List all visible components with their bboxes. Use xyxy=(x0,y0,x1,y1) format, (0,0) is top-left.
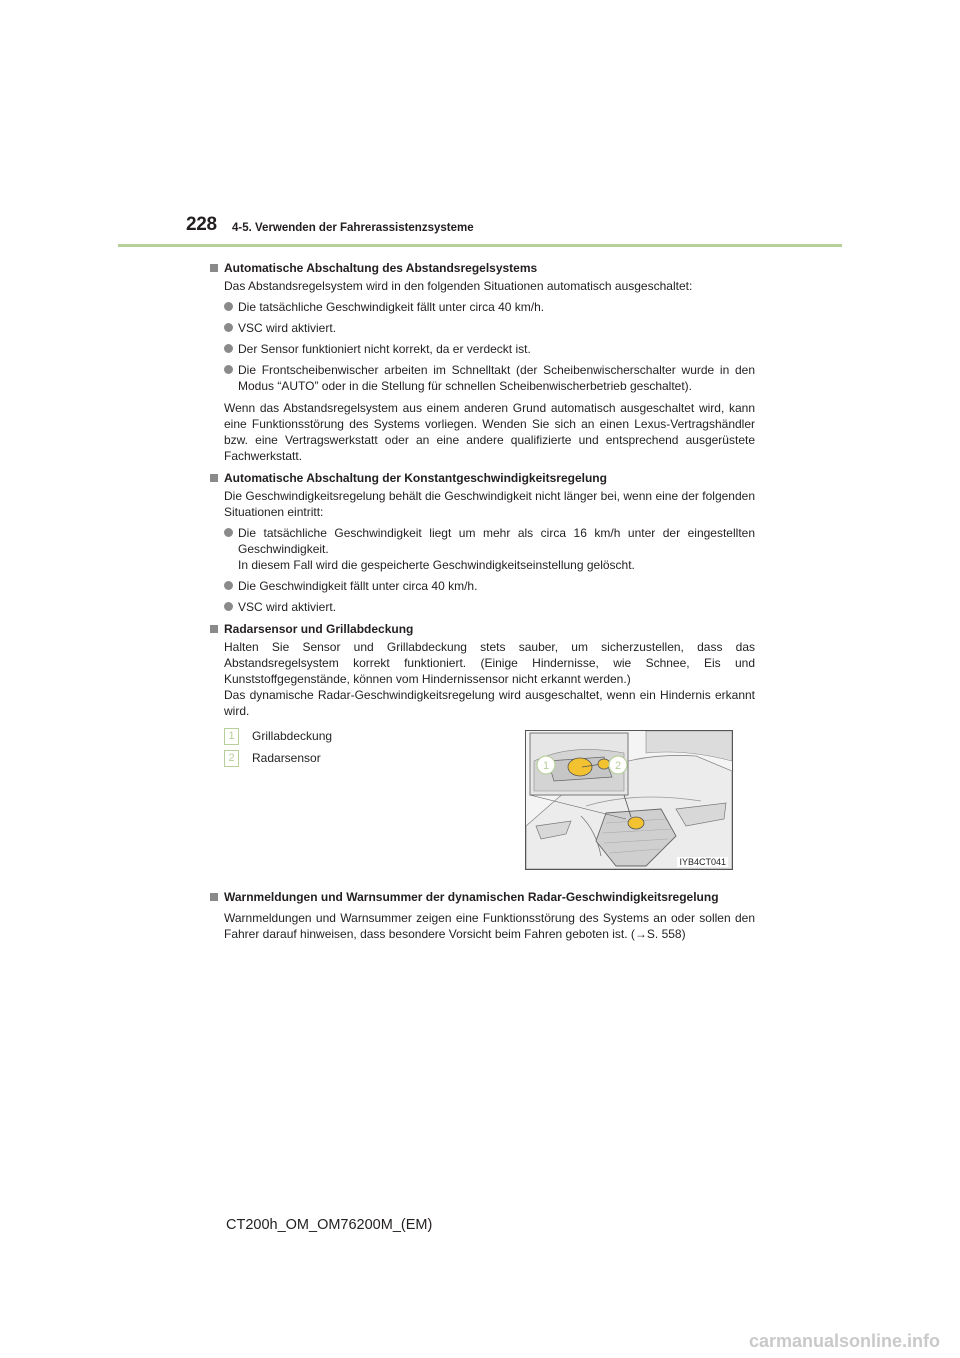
header-divider xyxy=(118,244,842,247)
page-number: 228 xyxy=(186,214,217,235)
heading-auto-shutoff-cruise-control: Automatische Abschaltung der Konstantgeschwindigkeitsregelung xyxy=(210,470,755,486)
callout-1: 1 xyxy=(542,760,550,772)
heading-radar-sensor-grille: Radarsensor und Grillabdeckung xyxy=(210,621,755,637)
paragraph: Halten Sie Sensor und Grillabdeckung stets sauber, um sicherzustellen, dass das Abstandsregelsystem korrekt funktioniert. (Einige Hindernisse, wie Schnee, Eis und Kunststoffgegenstände, können vom Hindernissensor nicht erkannt werden.) xyxy=(224,640,755,686)
main-content xyxy=(210,256,755,719)
circle-bullet-icon xyxy=(224,528,233,537)
paragraph: Die Geschwindigkeitsregelung behält die Geschwindigkeit nicht länger bei, wenn eine der folgenden Situationen eintritt: xyxy=(224,489,755,519)
figure-legend xyxy=(224,728,332,772)
square-bullet-icon xyxy=(210,264,218,272)
number-badge: 2 xyxy=(224,750,239,767)
square-bullet-icon xyxy=(210,893,218,901)
paragraph: Wenn das Abstandsregelsystem aus einem anderen Grund automatisch ausgeschaltet wird, kann eine Funktionsstörung des Systems vorliegen. Wenden Sie sich an einen Lexus-Vertragshändler bzw. eine Vertragswerkstatt oder an eine andere qualifizierte und entsprechend ausgerüstete Fachwerkstatt. xyxy=(224,401,755,463)
legend-item: 2 Radarsensor xyxy=(224,750,332,772)
car-front-illustration xyxy=(525,730,733,870)
paragraph: Warnmeldungen und Warnsummer zeigen eine Funktionsstörung des Systems an oder sollen den Fahrer darauf hinweisen, dass besondere Vorsicht beim Fahren geboten ist. (→S. 558) xyxy=(224,911,755,941)
callout-2: 2 xyxy=(614,760,622,772)
square-bullet-icon xyxy=(210,625,218,633)
list-item: VSC wird aktiviert. xyxy=(210,599,755,615)
number-badge: 1 xyxy=(224,728,239,745)
watermark-text: carmanualsonline.info xyxy=(748,1331,940,1351)
paragraph: Das Abstandsregelsystem wird in den folgenden Situationen automatisch ausgeschaltet: xyxy=(224,279,693,293)
heading-warning-messages: Warnmeldungen und Warnsummer der dynamischen Radar-Geschwindigkeitsregelung xyxy=(210,889,755,905)
circle-bullet-icon xyxy=(224,302,233,311)
section-title: 4-5. Verwenden der Fahrerassistenzsysteme xyxy=(232,222,474,234)
circle-bullet-icon xyxy=(224,602,233,611)
square-bullet-icon xyxy=(210,474,218,482)
warning-section xyxy=(210,885,755,942)
list-item: VSC wird aktiviert. xyxy=(210,320,755,336)
paragraph: Das dynamische Radar-Geschwindigkeitsregelung wird ausgeschaltet, wenn ein Hindernis erkannt wird. xyxy=(224,688,755,718)
car-front-svg xyxy=(526,731,732,869)
list-item-note: In diesem Fall wird die gespeicherte Geschwindigkeitseinstellung gelöscht. xyxy=(238,558,635,572)
page-header xyxy=(0,0,960,250)
list-item: Die tatsächliche Geschwindigkeit fällt unter circa 40 km/h. xyxy=(210,299,755,315)
list-item: Die tatsächliche Geschwindigkeit liegt um mehr als circa 16 km/h unter der eingestellten Geschwindigkeit. In diesem Fall wird die gespeicherte Geschwindigkeitseinstellung gelöscht. xyxy=(210,525,755,573)
list-item: Der Sensor funktioniert nicht korrekt, da er verdeckt ist. xyxy=(210,341,755,357)
list-item: Die Frontscheibenwischer arbeiten im Schnelltakt (der Scheibenwischerschalter wurde in den Modus “AUTO” oder in die Stellung für schnellen Scheibenwischerbetrieb geschaltet). xyxy=(210,362,755,394)
figure-code: IYB4CT041 xyxy=(679,857,726,867)
circle-bullet-icon xyxy=(224,323,233,332)
circle-bullet-icon xyxy=(224,344,233,353)
legend-item: 1 Grillabdeckung xyxy=(224,728,332,750)
circle-bullet-icon xyxy=(224,581,233,590)
circle-bullet-icon xyxy=(224,365,233,374)
heading-auto-shutoff-distance-control: Automatische Abschaltung des Abstandsregelsystems xyxy=(210,260,755,276)
footer-model-code: CT200h_OM_OM76200M_(EM) xyxy=(226,1217,433,1233)
list-item: Die Geschwindigkeit fällt unter circa 40 km/h. xyxy=(210,578,755,594)
